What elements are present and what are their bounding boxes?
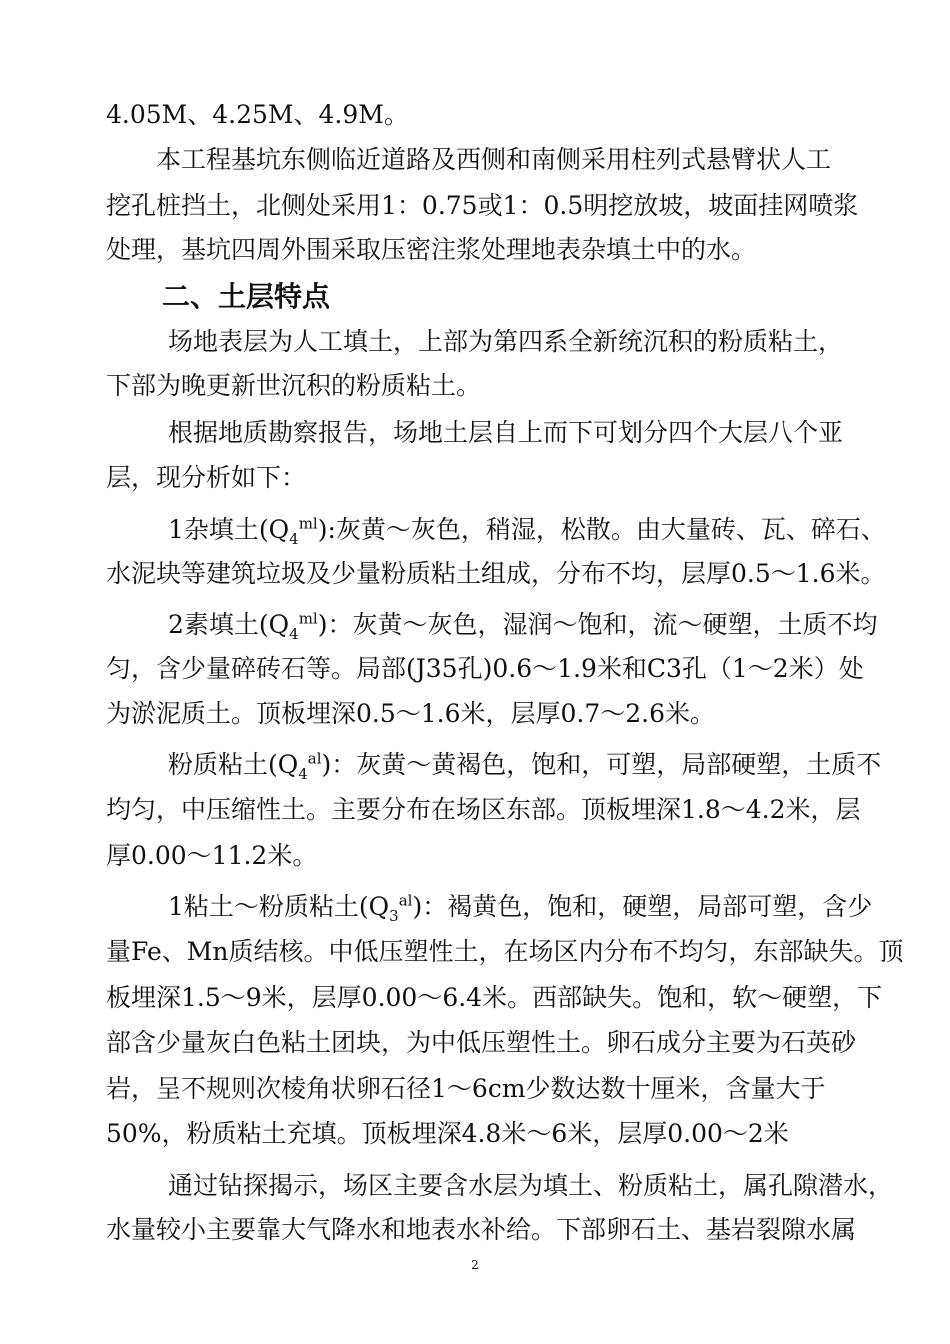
text-line-12: 匀，含少量碎砖石等。局部(J35孔)0.6～1.9米和C3孔（1～2米）处 <box>106 654 864 683</box>
formula-suffix: )：灰黄～黄褐色，饱和，可塑，局部硬塑，土质不 <box>321 750 882 779</box>
text-line-15: 均匀，中压缩性土。主要分布在场区东部。顶板埋深1.8～4.2米，层 <box>106 795 861 824</box>
text-line-20: 部含少量灰白色粘土团块，为中低压塑性土。卵石成分主要为石英砂 <box>106 1028 857 1057</box>
text-line-5: 场地表层为人工填土，上部为第四系全新统沉积的粉质粘土， <box>168 327 844 356</box>
text-line-3: 挖孔桩挡土，北侧处采用1：0.75或1：0.5明挖放坡，坡面挂网喷浆 <box>106 191 859 220</box>
text-line-6: 下部为晚更新世沉积的粉质粘土。 <box>106 371 482 400</box>
text-line-4: 处理，基坑四周外围采取压密注浆处理地表杂填土中的水。 <box>106 235 757 264</box>
formula-prefix: 粉质粘土(Q <box>168 750 299 779</box>
superscript: al <box>307 749 322 768</box>
subscript: 4 <box>289 625 299 643</box>
text-line-16: 厚0.00～11.2米。 <box>106 841 318 870</box>
formula-prefix: 1杂填土(Q <box>168 515 290 544</box>
formula-suffix: )：灰黄～灰色，湿润～饱和，流～硬塑，土质不均 <box>317 610 878 639</box>
text-line-18: 量Fe、Mn质结核。中低压塑性土，在场区内分布不均匀，东部缺失。顶 <box>106 937 904 966</box>
superscript: al <box>398 891 413 910</box>
formula-suffix: )：褐黄色，饱和，硬塑，局部可塑，含少 <box>412 892 873 921</box>
formula-suffix: ):灰黄～灰色，稍湿，松散。由大量砖、瓦、碎石、 <box>317 515 886 544</box>
page-number: 2 <box>471 1258 479 1272</box>
text-line-13: 为淤泥质土。顶板埋深0.5～1.6米，层厚0.7～2.6米。 <box>106 699 716 728</box>
text-line-10: 水泥块等建筑垃圾及少量粉质粘土组成，分布不均，层厚0.5～1.6米。 <box>106 559 886 588</box>
formula-prefix: 1粘土～粉质粘土(Q <box>168 892 390 921</box>
text-line-21: 岩，呈不规则次棱角状卵石径1～6cm少数达数十厘米，含量大于 <box>106 1074 826 1103</box>
text-line-22: 50%，粉质粘土充填。顶板埋深4.8米～6米，层厚0.00～2米 <box>106 1119 789 1148</box>
text-line-2: 本工程基坑东侧临近道路及西侧和南侧采用柱列式悬臂状人工 <box>156 145 832 174</box>
text-line-14 <box>168 749 882 783</box>
text-line-7: 根据地质勘察报告，场地土层自上而下可划分四个大层八个亚 <box>168 418 844 447</box>
text-line-9 <box>168 514 886 548</box>
text-line-19: 板埋深1.5～9米，层厚0.00～6.4米。西部缺失。饱和，软～硬塑，下 <box>106 983 883 1012</box>
formula-prefix: 2素填土(Q <box>168 610 290 639</box>
text-line-23: 通过钻探揭示，场区主要含水层为填土、粉质粘土，属孔隙潜水， <box>168 1171 894 1200</box>
text-line-24: 水量较小主要靠大气降水和地表水补给。下部卵石土、基岩裂隙水属 <box>106 1215 857 1244</box>
text-line-1: 4.05M、4.25M、4.9M。 <box>106 100 409 129</box>
subscript: 4 <box>298 765 308 783</box>
text-line-17 <box>168 891 873 925</box>
text-line-8: 层，现分析如下： <box>106 463 307 492</box>
section-heading: 二、土层特点 <box>162 280 331 313</box>
superscript: ml <box>298 514 318 533</box>
superscript: ml <box>298 609 318 628</box>
subscript: 3 <box>389 907 399 925</box>
subscript: 4 <box>289 530 299 548</box>
text-line-11 <box>168 609 878 643</box>
